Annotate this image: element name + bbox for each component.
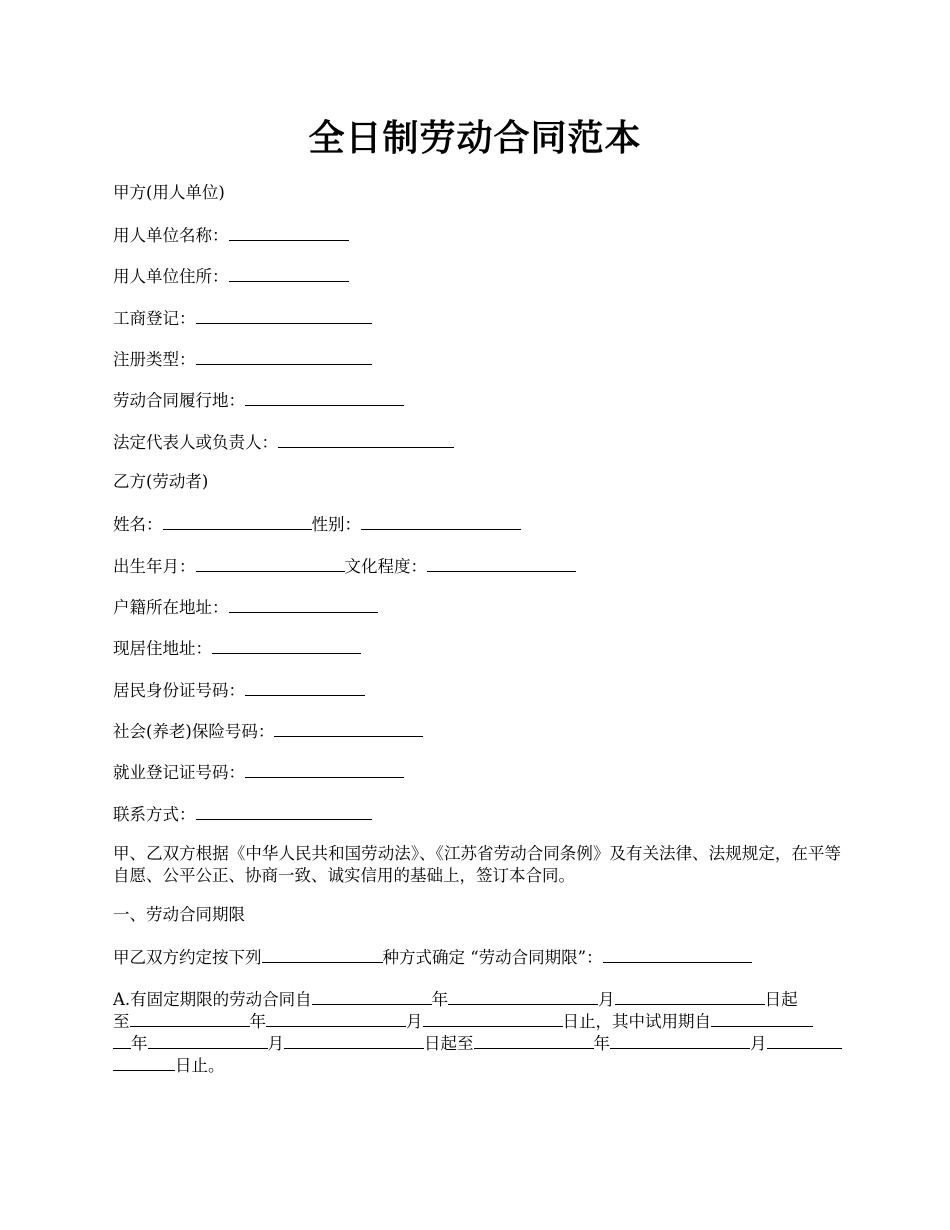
section1-heading: 一、劳动合同期限 [113, 905, 245, 924]
document-title: 全日制劳动合同范本 [308, 117, 642, 159]
end-day-blank[interactable] [423, 1009, 563, 1027]
business-registration-label: 工商登记： [113, 309, 196, 328]
legal-rep-blank[interactable] [278, 430, 454, 448]
birth-label: 出生年月： [113, 557, 196, 576]
id-number-blank[interactable] [245, 678, 365, 696]
to-label: 至 [113, 1012, 130, 1031]
legal-rep-row [113, 430, 454, 454]
probation-start-year-blank-a[interactable] [711, 1009, 813, 1027]
company-name-row [113, 223, 349, 247]
party-a-heading: 甲方(用人单位) [113, 183, 225, 202]
day-from-to-label: 日起至 [424, 1034, 474, 1053]
registration-type-blank[interactable] [196, 347, 372, 365]
education-label: 文化程度： [344, 557, 427, 576]
id-number-row [113, 678, 365, 702]
company-address-label: 用人单位住所： [113, 267, 229, 286]
year-label: 年 [249, 1012, 266, 1031]
year-label: 年 [593, 1034, 610, 1053]
registration-type-label: 注册类型： [113, 350, 196, 369]
year-label: 年 [431, 990, 449, 1009]
contract-location-row [113, 388, 404, 412]
party-b-heading: 乙方(劳动者) [113, 472, 209, 491]
current-address-row [113, 636, 361, 660]
probation-start-month-blank[interactable] [148, 1031, 268, 1049]
birth-education-row [113, 554, 576, 578]
company-name-blank[interactable] [229, 223, 349, 241]
clause-a-line1 [113, 987, 798, 1011]
household-address-row [113, 595, 378, 619]
legal-rep-label: 法定代表人或负责人： [113, 433, 278, 452]
start-day-blank[interactable] [615, 987, 765, 1005]
business-registration-row [113, 306, 372, 330]
month-label: 月 [598, 990, 615, 1009]
probation-start-year-blank-b[interactable] [113, 1031, 131, 1049]
method-prefix: 甲乙双方约定按下列 [113, 948, 262, 967]
clause-a-prefix: A.有固定期限的劳动合同自 [113, 990, 312, 1009]
pension-number-blank[interactable] [274, 719, 423, 737]
clause-a-line2 [113, 1009, 813, 1033]
term-method-blank[interactable] [603, 945, 752, 963]
company-address-blank[interactable] [229, 264, 349, 282]
month-label: 月 [267, 1034, 284, 1053]
household-address-label: 户籍所在地址： [113, 598, 229, 617]
pension-number-row [113, 719, 423, 743]
probation-end-day-blank-b[interactable] [113, 1053, 175, 1071]
business-registration-blank[interactable] [196, 306, 372, 324]
contact-row [113, 802, 372, 826]
year-label: 年 [131, 1034, 148, 1053]
contract-location-label: 劳动合同履行地： [113, 391, 245, 410]
probation-end-year-blank[interactable] [474, 1031, 594, 1049]
name-gender-row [113, 512, 521, 536]
birth-blank[interactable] [196, 554, 345, 572]
registration-type-row [113, 347, 372, 371]
probation-end-day-blank-a[interactable] [767, 1031, 842, 1049]
intro-paragraph: 甲、乙双方根据《中华人民共和国劳动法》、《江苏省劳动合同条例》及有关法律、法规规定，在平等自愿、公平公正、协商一致、诚实信用的基础上，签订本合同。 [113, 844, 841, 885]
end-year-blank[interactable] [130, 1009, 250, 1027]
gender-label: 性别： [311, 515, 361, 534]
month-label: 月 [406, 1012, 423, 1031]
probation-end-month-blank[interactable] [610, 1031, 750, 1049]
method-suffix: 种方式确定 “劳动合同期限”： [382, 948, 603, 967]
method-row [113, 945, 752, 969]
name-label: 姓名： [113, 515, 163, 534]
id-number-label: 居民身份证号码： [113, 681, 245, 700]
employment-reg-row [113, 760, 404, 784]
start-month-blank[interactable] [448, 987, 598, 1005]
month-label: 月 [750, 1034, 767, 1053]
gender-blank[interactable] [361, 512, 521, 530]
method-blank[interactable] [262, 945, 383, 963]
contract-location-blank[interactable] [245, 388, 404, 406]
employment-reg-label: 就业登记证号码： [113, 763, 245, 782]
employment-reg-blank[interactable] [245, 760, 404, 778]
day-end-label: 日止。 [175, 1056, 225, 1075]
contact-blank[interactable] [196, 802, 372, 820]
current-address-label: 现居住地址： [113, 639, 212, 658]
probation-start-day-blank[interactable] [284, 1031, 424, 1049]
company-name-label: 用人单位名称： [113, 226, 229, 245]
company-address-row [113, 264, 349, 288]
day-until-probation-label: 日止，其中试用期自 [562, 1012, 711, 1031]
day-from-label: 日起 [764, 990, 798, 1009]
household-address-blank[interactable] [229, 595, 378, 613]
current-address-blank[interactable] [212, 636, 361, 654]
clause-a-line3 [113, 1031, 842, 1055]
contact-label: 联系方式： [113, 805, 196, 824]
end-month-blank[interactable] [266, 1009, 406, 1027]
pension-number-label: 社会(养老)保险号码： [113, 722, 275, 741]
education-blank[interactable] [427, 554, 576, 572]
start-year-blank[interactable] [312, 987, 432, 1005]
name-blank[interactable] [163, 512, 312, 530]
clause-a-line4 [113, 1053, 225, 1077]
